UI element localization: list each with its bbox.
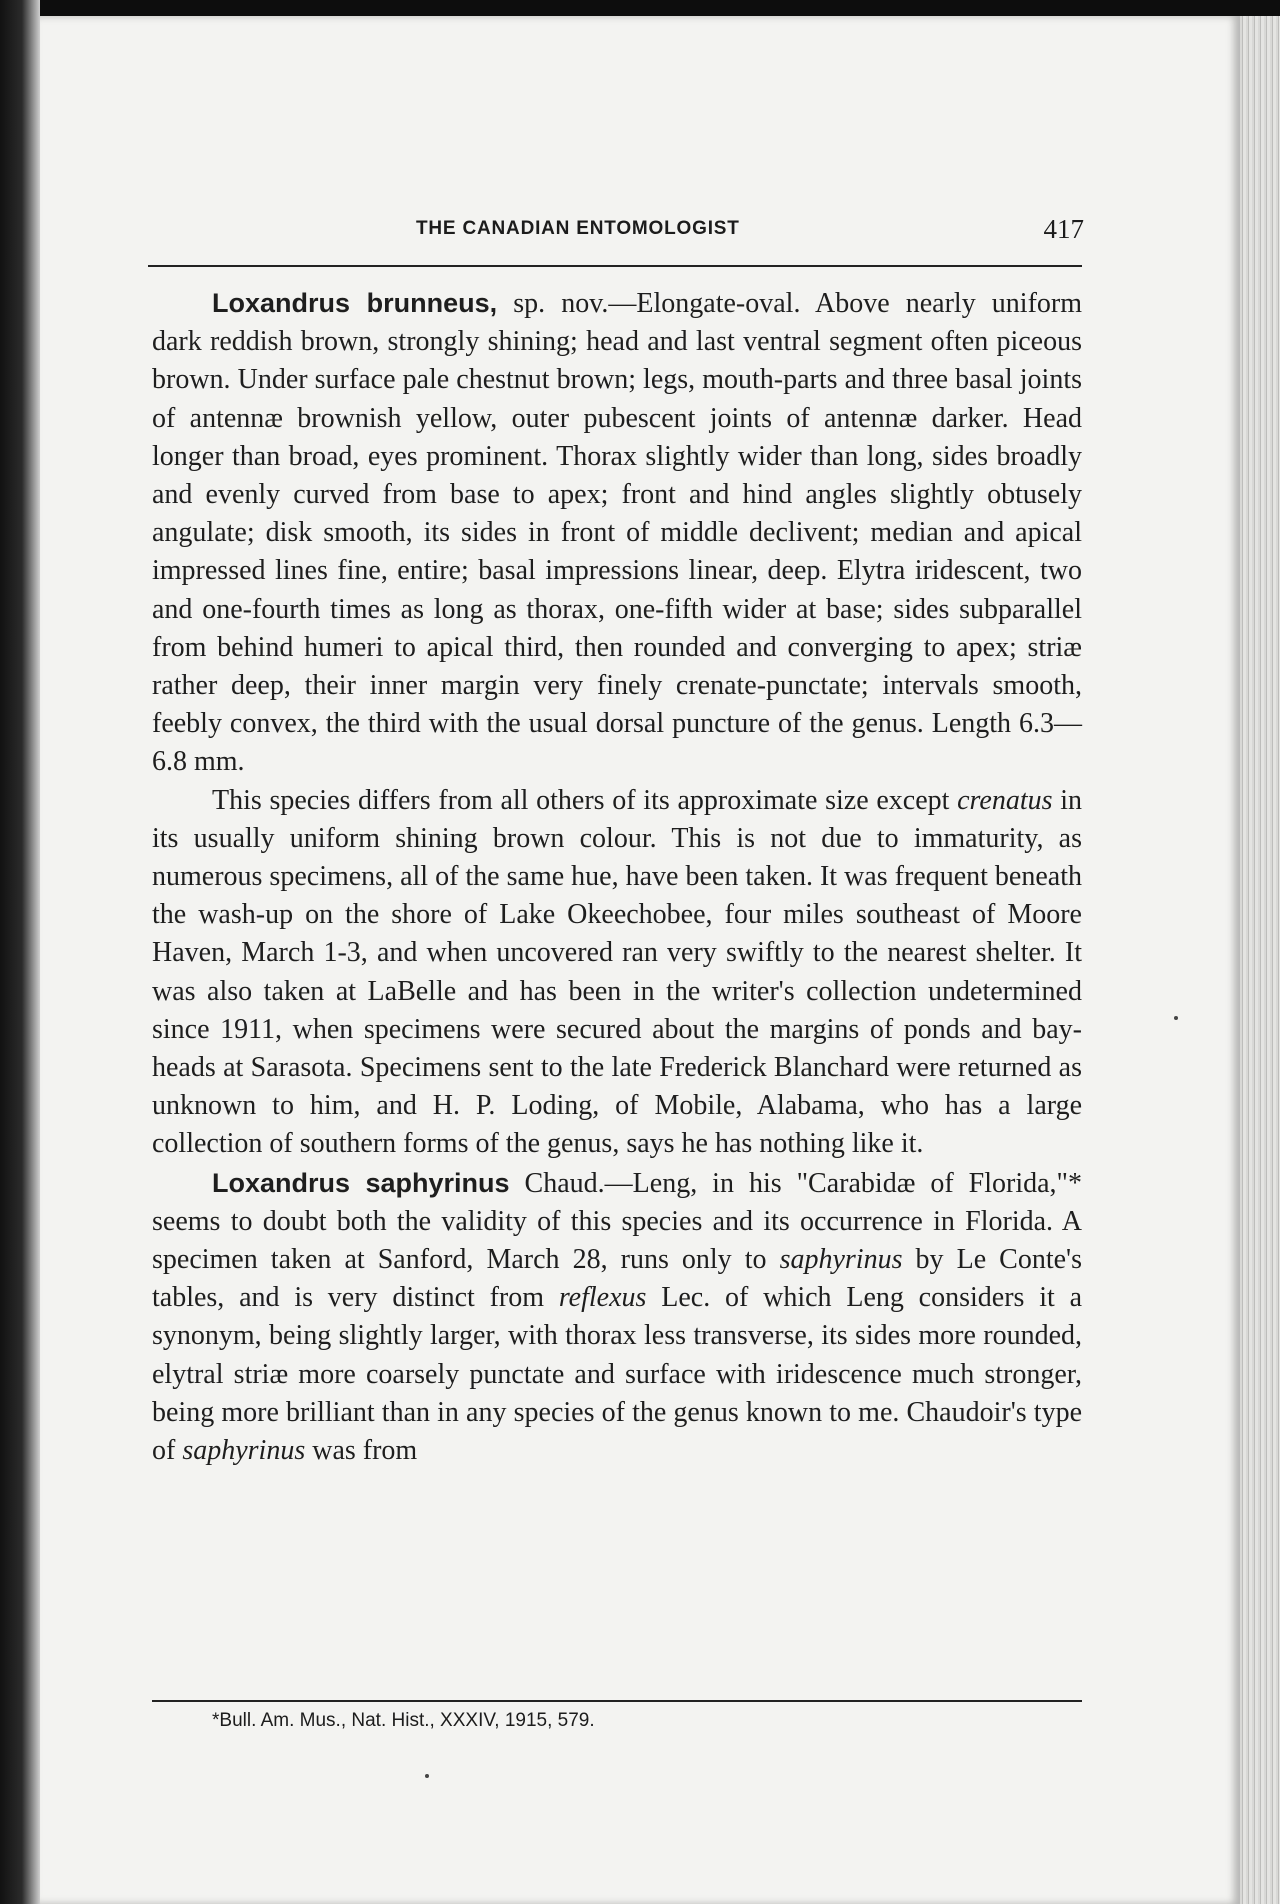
paragraph-text: sp. nov.—Elongate-oval. Above nearly uniform dark reddish brown, strongly shining; head and last ventral segment often piceous brown. Under surface pale chestnut brown; legs, mouth-parts and three basal joints of antennæ brownish yellow, outer pubescent joints of antennæ darker. Head longer than broad, eyes prominent. Thorax slightly wider than long, sides broadly and evenly curved from base to apex; front and hind angles slightly obtusely angulate; disk smooth, its sides in front of middle declivent; median and apical impressed lines fine, entire; basal impressions linear, deep. Elytra iridescent, two and one-fourth times as long as thorax, one-fifth wider at base; sides subparallel from behind humeri to apical third, then rounded and converging to apex; striæ rather deep, their inner margin very finely crenate-punctate; intervals smooth, feebly convex, the third with the usual dorsal puncture of the genus. Length 6.3—6.8 mm. — [152, 288, 1082, 778]
footnote: *Bull. Am. Mus., Nat. Hist., XXXIV, 1915, 579. — [212, 1710, 595, 1731]
italic-species: saphyrinus — [182, 1435, 306, 1467]
italic-species: crenatus — [957, 784, 1053, 816]
footnote-rule — [152, 1700, 1082, 1702]
page-number: 417 — [1043, 214, 1084, 244]
page-stack-edge — [1240, 16, 1280, 1904]
paragraph-text: in its usually uniform shining brown colour. This is not due to immaturity, as numerous specimens, all of the same hue, have been taken. It was frequent beneath the wash-up on the shore of Lake Okeechobee, four miles southeast of Moore Haven, March 1-3, and when uncovered ran very swiftly to the nearest shelter. It was also taken at LaBelle and has been in the writer's collection undetermined since 1911, when specimens were secured about the margins of ponds and bay-heads at Sarasota. Specimens sent to the late Frederick Blanchard were returned as unknown to him, and H. P. Loding, of Mobile, Alabama, who has a large collection of southern forms of the genus, says he has nothing like it. — [152, 784, 1082, 1160]
paragraph-text: by Le Conte's tables, and is very distinct from — [152, 1244, 1083, 1314]
scan-speck — [425, 1774, 429, 1778]
paragraph-saphyrinus — [152, 1164, 1082, 1471]
species-name: Loxandrus brunneus, — [212, 288, 498, 318]
scan-top-edge — [0, 0, 1280, 16]
paragraph-text: Chaud.—Leng, in his "Carabidæ of Florida,"* seems to doubt both the validity of this species and its occurrence in Florida. A specimen taken at Sanford, March 28, runs only to — [152, 1167, 1082, 1276]
body-text — [152, 284, 1082, 1470]
running-head: THE CANADIAN ENTOMOLOGIST — [416, 218, 740, 239]
page-header — [154, 214, 1084, 250]
italic-species: reflexus — [558, 1282, 647, 1314]
paragraph-brunneus — [152, 284, 1082, 782]
book-spine-edge — [0, 0, 40, 1904]
header-rule — [148, 265, 1082, 267]
paragraph-discussion — [152, 782, 1082, 1164]
paragraph-text: was from — [305, 1435, 418, 1467]
paragraph-text: Lec. of which Leng considers it a synonym, being slightly larger, with thorax less transverse, its sides more rounded, elytral striæ more coarsely punctate and surface with iridescence much stronger, being more brilliant than in any species of the genus known to me. Chaudoir's type of — [152, 1282, 1082, 1467]
italic-species: saphyrinus — [779, 1244, 903, 1276]
species-name: Loxandrus saphyrinus — [212, 1167, 510, 1198]
paragraph-text: This species differs from all others of its approximate size except — [212, 784, 958, 816]
scan-speck — [1174, 1016, 1178, 1020]
